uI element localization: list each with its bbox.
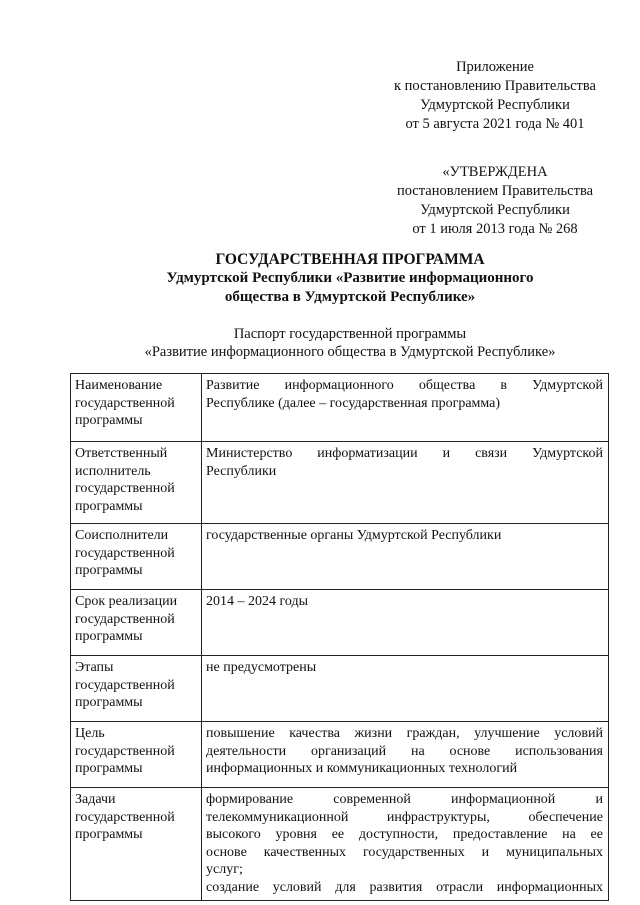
row-value-line: Министерство информатизации и связи Удмуртской	[206, 446, 603, 461]
approved-line-3: Удмуртской Республики	[420, 202, 570, 218]
row-value-line: Республики	[206, 463, 277, 479]
row-value-line: высокого уровня ее доступности, предоставление на ее	[206, 827, 603, 842]
row-label-line: программы	[75, 695, 143, 710]
row-label-cell	[71, 524, 202, 590]
table-row	[71, 374, 609, 442]
row-label-line: государственной	[75, 481, 175, 496]
row-value-cell	[202, 656, 609, 722]
table-row	[71, 722, 609, 788]
row-label-line: государственной	[75, 395, 175, 411]
table-row	[71, 656, 609, 722]
row-label-line: государственной	[75, 611, 175, 627]
row-label-line: программы	[75, 629, 143, 644]
row-value-line: Развитие информационного общества в Удмуртской	[206, 378, 603, 393]
row-value-cell	[202, 590, 609, 656]
row-value-line: не предусмотрены	[206, 660, 317, 675]
row-label-line: программы	[75, 563, 143, 578]
passport-table-body	[71, 374, 609, 901]
appendix-line-4: от 5 августа 2021 года № 401	[405, 116, 585, 132]
row-value-cell	[202, 374, 609, 442]
program-title-line-2: Удмуртской Республики «Развитие информационного	[166, 270, 534, 286]
row-label-cell	[71, 722, 202, 788]
row-value-cell	[202, 524, 609, 590]
approved-line-4: от 1 июля 2013 года № 268	[412, 221, 578, 237]
row-value-line: повышение качества жизни граждан, улучшение условий	[206, 726, 603, 741]
row-label-line: Ответственный	[75, 446, 168, 461]
row-label-line: государственной	[75, 743, 175, 759]
row-value-cell	[202, 442, 609, 524]
row-value-line: формирование современной информационной и	[206, 792, 603, 807]
row-label-line: Наименование	[75, 378, 163, 393]
row-label-line: Соисполнители	[75, 528, 169, 543]
passport-line-1: Паспорт государственной программы	[233, 326, 467, 342]
row-value-line: 2014 – 2024 годы	[206, 594, 309, 609]
row-label-line: программы	[75, 761, 143, 776]
row-label-line: Срок реализации	[75, 594, 178, 609]
passport-line-2: «Развитие информационного общества в Удмуртской Республике»	[144, 344, 556, 360]
row-label-line: государственной	[75, 809, 175, 825]
row-value-line: основе качественных государственных и муниципальных	[206, 844, 603, 860]
row-value-line: Республике (далее – государственная программа)	[206, 395, 501, 411]
row-label-line: программы	[75, 413, 143, 428]
table-row	[71, 442, 609, 524]
row-value-cell	[202, 722, 609, 788]
row-label-line: исполнитель	[75, 463, 151, 479]
approved-line-1: «УТВЕРЖДЕНА	[442, 164, 548, 180]
table-row	[71, 590, 609, 656]
row-label-line: Цель	[75, 726, 105, 741]
approved-block	[370, 163, 620, 239]
approved-line-2: постановлением Правительства	[396, 183, 594, 199]
row-label-cell	[71, 788, 202, 901]
table-row	[71, 524, 609, 590]
row-value-line: информационных и коммуникационных технологий	[206, 761, 518, 776]
program-title-line-1: ГОСУДАРСТВЕННАЯ ПРОГРАММА	[215, 251, 485, 268]
table-row	[71, 788, 609, 901]
row-label-line: программы	[75, 498, 143, 514]
row-label-line: государственной	[75, 677, 175, 693]
row-label-line: Этапы	[75, 660, 114, 675]
row-label-cell	[71, 374, 202, 442]
appendix-line-2: к постановлению Правительства	[394, 78, 596, 94]
row-label-cell	[71, 656, 202, 722]
appendix-line-3: Удмуртской Республики	[420, 97, 570, 113]
appendix-line-1: Приложение	[456, 59, 534, 75]
row-label-cell	[71, 442, 202, 524]
row-value-line: государственные органы Удмуртской Республики	[206, 528, 502, 543]
program-title-line-3: общества в Удмуртской Республике»	[224, 289, 476, 305]
row-value-line: телекоммуникационной инфраструктуры, обеспечение	[206, 809, 603, 825]
appendix-block	[370, 58, 620, 134]
row-label-line: Задачи	[75, 792, 116, 807]
row-value-cell	[202, 788, 609, 901]
row-value-line: создание условий для развития отрасли информационных	[206, 879, 603, 895]
row-value-line: деятельности организаций на основе использования	[206, 743, 603, 759]
passport-table	[70, 373, 609, 901]
row-label-line: государственной	[75, 545, 175, 561]
program-title	[60, 250, 640, 307]
row-label-cell	[71, 590, 202, 656]
row-value-line: услуг;	[206, 862, 243, 877]
passport-heading	[60, 325, 640, 361]
row-label-line: программы	[75, 827, 143, 842]
